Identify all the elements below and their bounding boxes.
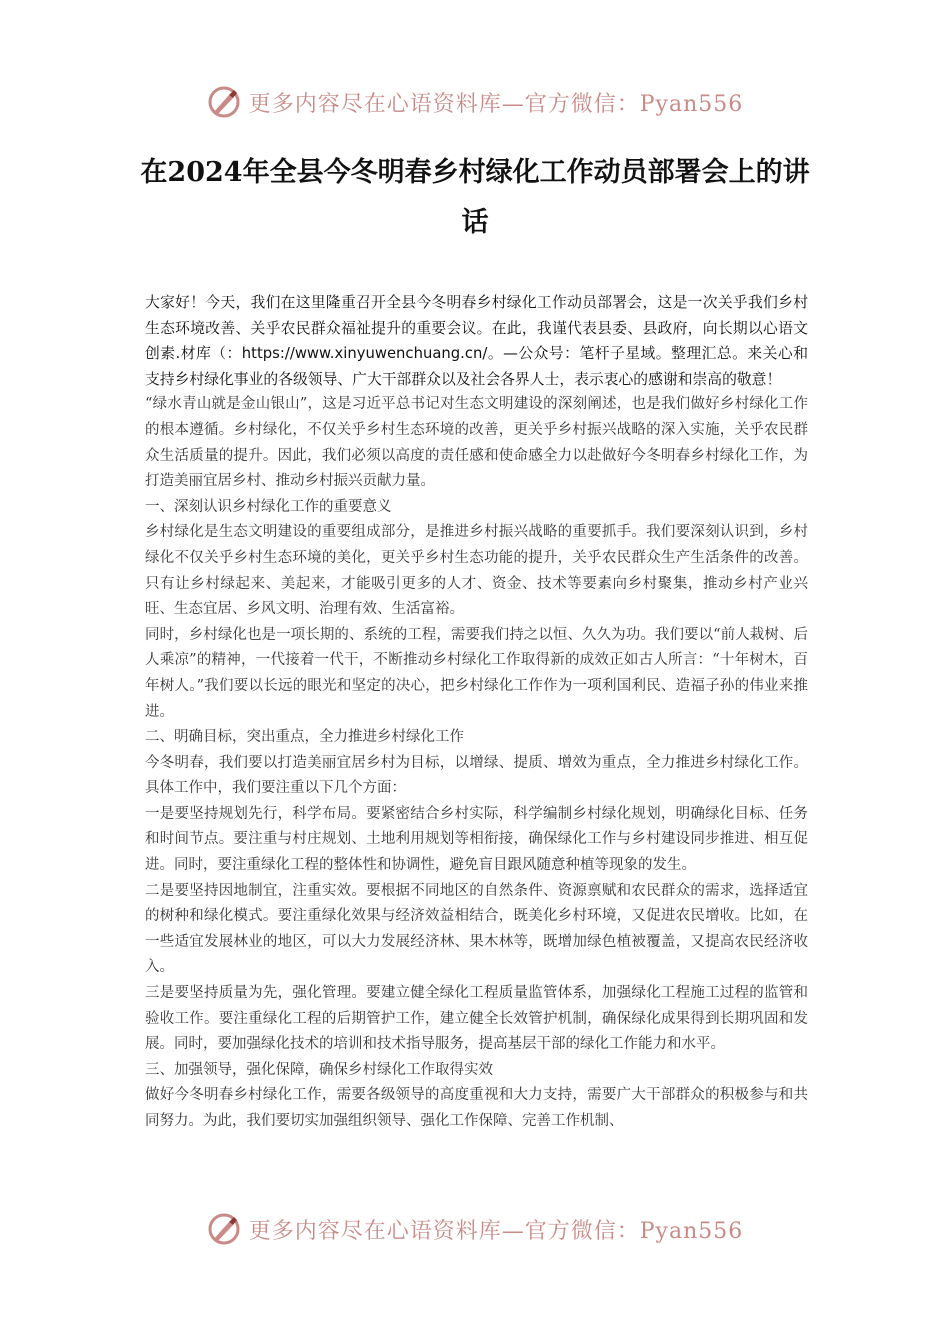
body-paragraph: 二是要坚持因地制宜，注重实效。要根据不同地区的自然条件、资源禀赋和农民群众的需求，选择适宜的树种和绿化模式。要注重绿化效果与经济效益相结合，既美化乡村环境，又促进农民增收。比如，在一些适宜发展林业的地区，可以大力发展经济林、果木林等，既增加绿色植被覆盖，又提高农民经济收入。	[145, 882, 808, 976]
body-paragraph: 同时，乡村绿化也是一项长期的、系统的工程，需要我们持之以恒、久久为功。我们要以“前人栽树、后人乘凉”的精神，一代接着一代干，不断推动乡村绿化工作取得新的成效正如古人所言：“十年树木，百年树人。”我们要以长远的眼光和坚定的决心，把乡村绿化工作作为一项利国利民、造福子孙的伟业来推进。	[145, 626, 808, 720]
header-banner	[0, 80, 950, 124]
body-paragraph: “绿水青山就是金山银山”，这是习近平总书记对生态文明建设的深刻阐述，也是我们做好乡村绿化工作的根本遵循。乡村绿化，不仅关乎乡村生态环境的改善，更关乎乡村振兴战略的深入实施，关乎农民群众生活质量的提升。因此，我们必须以高度的责任感和使命感全力以赴做好今冬明春乡村绿化工作，为打造美丽宜居乡村、推动乡村振兴贡献力量。	[145, 396, 808, 490]
body-paragraph: 乡村绿化是生态文明建设的重要组成部分，是推进乡村振兴战略的重要抓手。我们要深刻认识到，乡村绿化不仅关乎乡村生态环境的美化，更关乎乡村生态功能的提升，关乎农民群众生产生活条件的改善。只有让乡村绿起来、美起来，才能吸引更多的人才、资金、技术等要素向乡村聚集，推动乡村产业兴旺、生态宜居、乡风文明、治理有效、生活富裕。	[145, 524, 808, 618]
section-heading-3: 三、加强领导，强化保障，确保乡村绿化工作取得实效	[145, 1061, 493, 1078]
pen-circle-icon	[207, 1212, 241, 1246]
document-body	[145, 290, 808, 1135]
banner-text: 更多内容尽在心语资料库—官方微信：Pyan556	[248, 91, 744, 117]
body-paragraph: 三是要坚持质量为先，强化管理。要建立健全绿化工程质量监管体系，加强绿化工程施工过程的监管和验收工作。要注重绿化工程的后期管护工作，建立健全长效管护机制，确保绿化成果得到长期巩固和发展。同时，要加强绿化技术的培训和技术指导服务，提高基层干部的绿化工作能力和水平。	[145, 985, 808, 1053]
section-heading-2: 二、明确目标，突出重点，全力推进乡村绿化工作	[145, 729, 464, 746]
section-heading-1: 一、深刻认识乡村绿化工作的重要意义	[145, 498, 392, 515]
intro-paragraph: 大家好！今天，我们在这里隆重召开全县今冬明春乡村绿化工作动员部署会，这是一次关乎我们乡村生态环境改善、关乎农民群众福祉提升的重要会议。在此，我谨代表县委、县政府，向长期以心语文创素.材库（：https://www.xinyuwenchuang.cn/。—公众号：笔杆子星域。整理汇总。来关心和支持乡村绿化事业的各级领导、广大干部群众以及社会各界人士，表示衷心的感谢和崇高的敬意！	[145, 294, 808, 388]
body-paragraph: 今冬明春，我们要以打造美丽宜居乡村为目标，以增绿、提质、增效为重点，全力推进乡村绿化工作。具体工作中，我们要注重以下几个方面：	[145, 754, 808, 797]
body-paragraph: 做好今冬明春乡村绿化工作，需要各级领导的高度重视和大力支持，需要广大干部群众的积极参与和共同努力。为此，我们要切实加强组织领导、强化工作保障、完善工作机制、	[145, 1087, 808, 1129]
page-title: 在2024年全县今冬明春乡村绿化工作动员部署会上的讲话	[140, 157, 810, 238]
footer-banner	[0, 1207, 950, 1251]
body-paragraph: 一是要坚持规划先行，科学布局。要紧密结合乡村实际，科学编制乡村绿化规划，明确绿化目标、任务和时间节点。要注重与村庄规划、土地利用规划等相衔接，确保绿化工作与乡村建设同步推进、相互促进。同时，要注重绿化工程的整体性和协调性，避免盲目跟风随意种植等现象的发生。	[145, 805, 808, 874]
pen-circle-icon	[207, 85, 241, 119]
banner-text: 更多内容尽在心语资料库—官方微信：Pyan556	[248, 1218, 744, 1244]
